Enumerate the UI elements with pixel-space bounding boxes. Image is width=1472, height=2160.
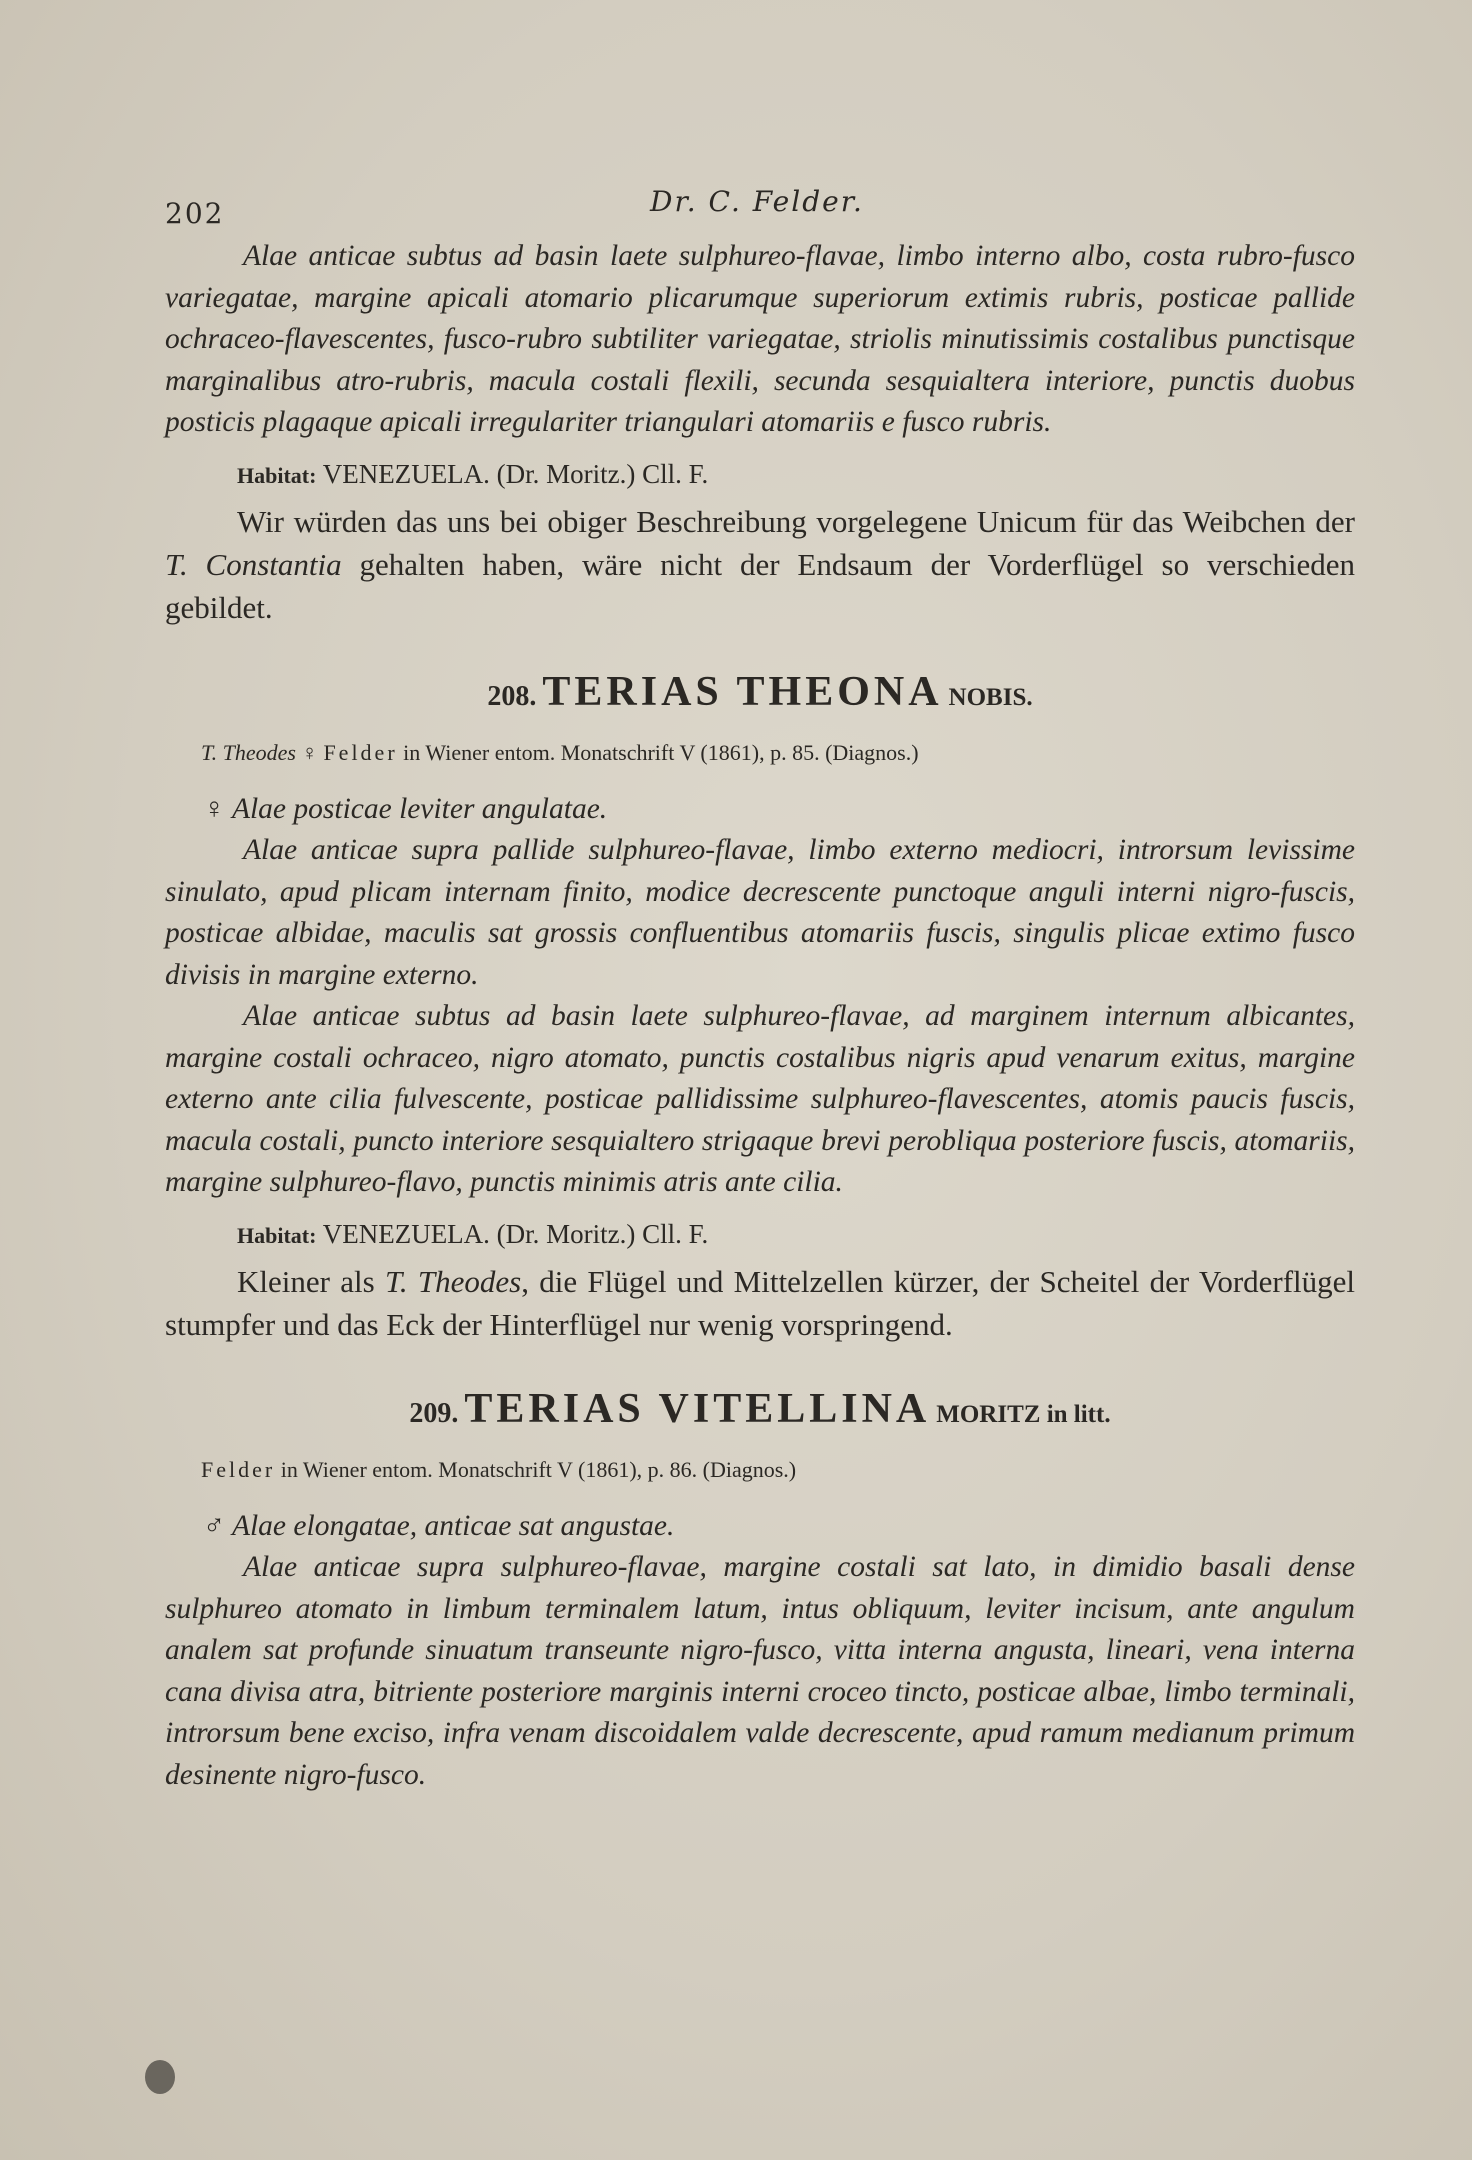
species-name: TERIAS THEONA xyxy=(542,668,943,715)
remark-text-2: , die Flügel und Mittelzellen kürzer, der Scheitel der Vorderflügel stumpfer und das Eck der Hinterflügel nur wenig vorspringend. xyxy=(165,1263,1356,1342)
continued-description: Alae anticae subtus ad basin laete sulphureo-flavae, limbo interno albo, costa rubro-fusco variegatae, margine apicali atomario plicarumque superiorum extimis rubris, posticae pallide ochraceo-flavescentes, fusco-rubro subtiliter variegatae, striolis minutissimis costalibus punctisque marginalibus atro-rubris, macula costali flexili, secunda sesquialtera interiore, punctis duobus posticis plagaque apicali irregulariter triangulari atomariis e fusco rubris. xyxy=(165,240,1355,438)
page-number: 202 xyxy=(165,197,225,230)
synonym-species: T. Theodes ♀ xyxy=(201,739,318,765)
synonym-reference: in Wiener entom. Monatschrift V (1861), p. 85. (Diagnos.) xyxy=(403,739,919,765)
remark-species: T. Theodes xyxy=(384,1263,522,1299)
remark-paragraph xyxy=(165,500,1355,629)
remark-text-1: Wir würden das uns bei obiger Beschreibung vorgelegene Unicum für das Weibchen der xyxy=(237,503,1355,539)
habitat-label: Habitat: xyxy=(237,462,317,488)
description-underside: Alae anticae subtus ad basin laete sulphureo-flavae, ad marginem internum albicantes, margine costali ochraceo, nigro atomato, punctis costalibus nigris apud venarum exitus, margine externo ante cilia fulvescente, posticae pallidissime sulphureo-flavescentes, atomis paucis fuscis, macula costali, puncto interiore sesquialtero strigaque brevi perobliqua posteriore fuscis, atomariis, margine sulphureo-flavo, punctis minimis atris ante cilia. xyxy=(165,1000,1355,1198)
habitat-text: VENEZUELA. (Dr. Moritz.) Cll. F. xyxy=(322,1218,709,1249)
habitat-line xyxy=(237,454,1355,496)
female-note: ♀ Alae posticae leviter angulatae. xyxy=(203,792,608,825)
page-header xyxy=(165,185,1355,235)
ink-spot xyxy=(145,2060,175,2094)
species-title-209 xyxy=(165,1384,1355,1440)
species-name: TERIAS VITELLINA xyxy=(464,1385,931,1432)
habitat-line xyxy=(237,1214,1355,1256)
male-note: ♂ Alae elongatae, anticae sat angustae. xyxy=(203,1509,675,1542)
description-upperside: Alae anticae supra pallide sulphureo-flavae, limbo externo mediocri, introrsum levissime sinulato, apud plicam internam finito, modice decrescente punctoque anguli interni nigro-fuscis, posticae albidae, maculis sat grossis confluentibus atomariis fuscis, singulis plicae extimo fusco divisis in margine externo. xyxy=(165,834,1355,991)
species-authority: MORITZ in litt. xyxy=(936,1400,1111,1428)
page-content xyxy=(165,236,1355,1796)
running-head: Dr. C. Felder. xyxy=(650,185,864,218)
habitat-text: VENEZUELA. (Dr. Moritz.) Cll. F. xyxy=(322,458,709,489)
remark-text-2: gehalten haben, wäre nicht der Endsaum der Vorderflügel so verschieden gebildet. xyxy=(165,546,1355,625)
habitat-label: Habitat: xyxy=(237,1222,317,1248)
synonym-reference: in Wiener entom. Monatschrift V (1861), p. 86. (Diagnos.) xyxy=(280,1456,797,1482)
synonym-author: Felder xyxy=(201,1456,276,1482)
remark-species: T. Constantia xyxy=(165,546,342,582)
synonymy-209 xyxy=(201,1452,1355,1488)
species-number: 209. xyxy=(409,1397,459,1429)
remark-text-1: Kleiner als xyxy=(237,1263,375,1299)
species-number: 208. xyxy=(487,680,537,712)
description-upperside: Alae anticae supra sulphureo-flavae, margine costali sat lato, in dimidio basali dense sulphureo atomato in limbum terminalem latum, intus obliquum, leviter incisum, ante angulum analem sat profunde sinuatum transeunte nigro-fusco, vitta interna angusta, lineari, vena interna cana divisa atra, bitriente posteriore marginis interni croceo tincto, posticae albae, limbo terminali, introrsum bene exciso, infra venam discoidalem valde decrescente, apud ramum medianum primum desinente nigro-fusco. xyxy=(165,1551,1355,1791)
synonymy-208 xyxy=(201,735,1355,771)
synonym-author: Felder xyxy=(323,739,398,765)
species-authority: NOBIS. xyxy=(948,683,1033,711)
remark-paragraph xyxy=(165,1260,1355,1346)
species-title-208 xyxy=(165,667,1355,723)
